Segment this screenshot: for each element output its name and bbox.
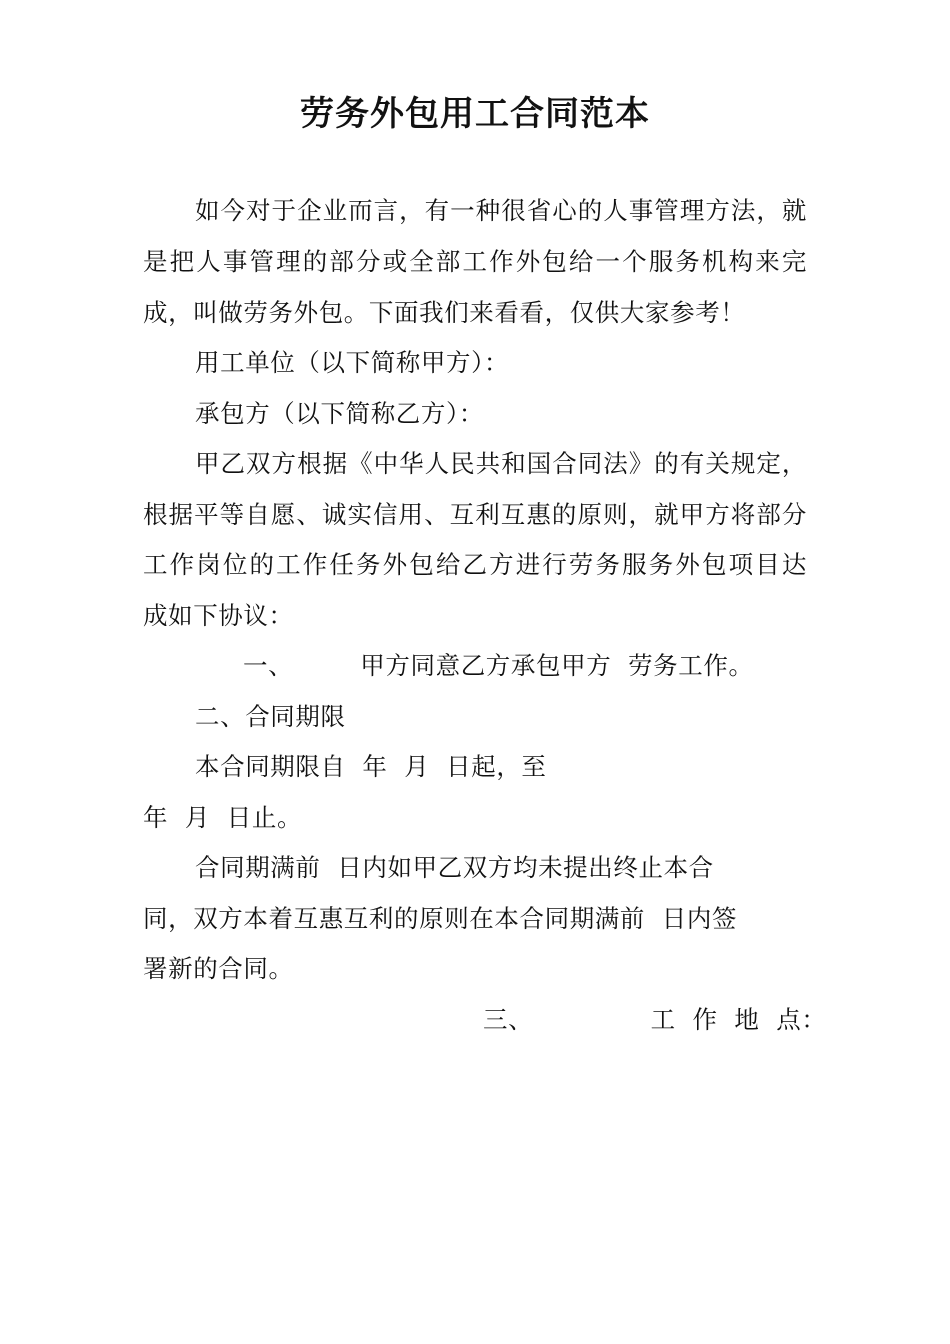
paragraph-line: 工作岗位的工作任务外包给乙方进行劳务服务外包项目达: [143, 550, 807, 579]
paragraph-line: 署新的合同。: [143, 954, 294, 983]
paragraph-line: 同，双方本着互惠互利的原则在本合同期满前 日内签: [143, 904, 738, 933]
paragraph-line: 是把人事管理的部分或全部工作外包给一个服务机构来完: [143, 247, 807, 276]
document-title: 劳务外包用工合同范本: [300, 94, 650, 134]
section-heading: 二、合同期限: [195, 702, 346, 731]
party-a-line: 用工单位（以下简称甲方）：: [195, 348, 510, 377]
section-heading: 三、 工 作 地 点：: [483, 1005, 827, 1034]
clause-one: 一、 甲方同意乙方承包甲方 劳务工作。: [243, 651, 754, 680]
party-b-line: 承包方（以下简称乙方）：: [195, 399, 484, 428]
paragraph-line: 本合同期限自 年 月 日起，至: [195, 752, 547, 781]
paragraph-line: 甲乙双方根据《中华人民共和国合同法》的有关规定，: [195, 449, 807, 478]
paragraph-line: 成，叫做劳务外包。下面我们来看看，仅供大家参考！: [143, 298, 746, 327]
paragraph-line: 合同期满前 日内如甲乙双方均未提出终止本合: [195, 853, 714, 882]
paragraph-line: 如今对于企业而言，有一种很省心的人事管理方法，就: [195, 196, 807, 225]
paragraph-line: 根据平等自愿、诚实信用、互利互惠的原则，就甲方将部分: [143, 500, 807, 529]
paragraph-line: 年 月 日止。: [143, 803, 303, 832]
paragraph-line: 成如下协议：: [143, 601, 294, 630]
